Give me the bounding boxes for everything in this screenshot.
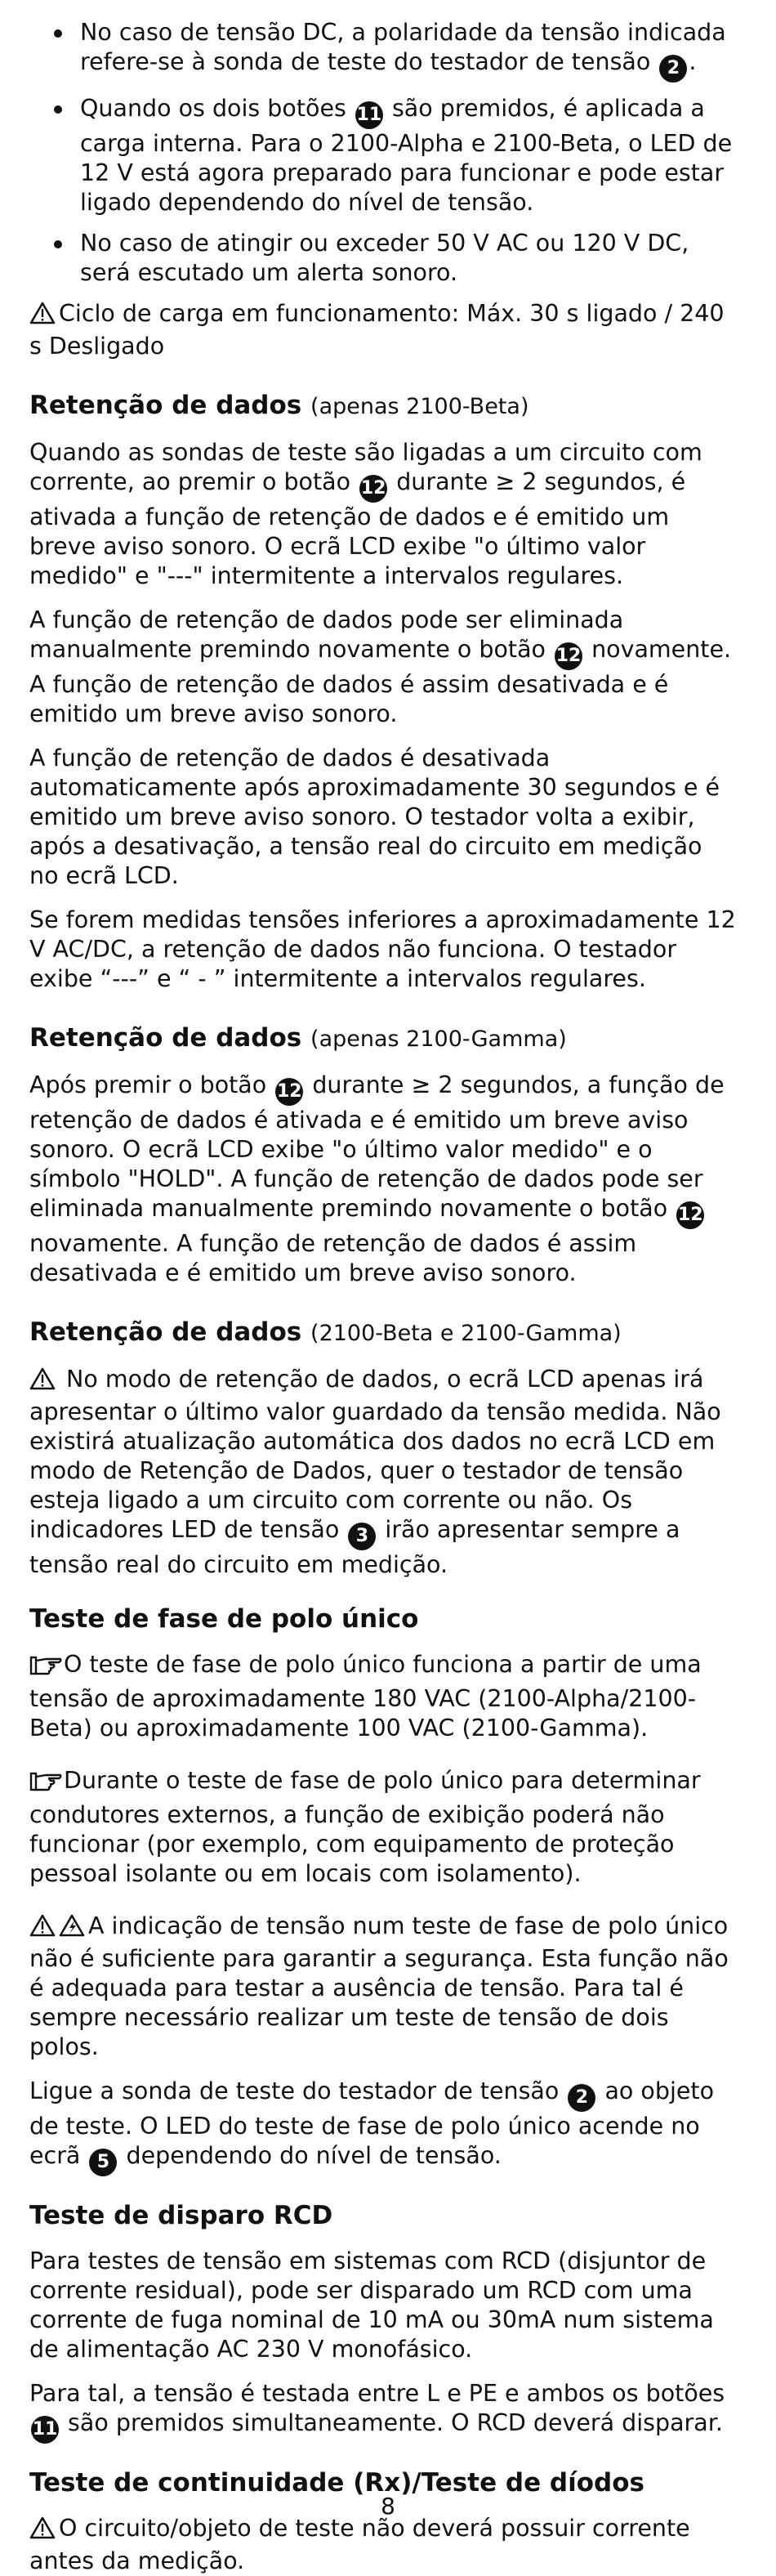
paragraph: Para tal, a tensão é testada entre L e PE e ambos os botões 11 são premidos simultaneamente. O RCD deverá disparar. [29,2379,737,2444]
duty-cycle-note: Ciclo de carga em funcionamento: Máx. 30 s ligado / 240 s Desligado [29,300,725,360]
section-heading-continuity: Teste de continuidade (Rx)/Teste de díodos [29,2468,644,2498]
section-heading-hold-beta: Retenção de dados (apenas 2100-Beta) [29,391,529,420]
bullet-list [29,18,737,288]
paragraph: Ligue a sonda de teste do testador de tensão 2 ao objeto de teste. O LED do teste de fase de polo único acende no ecrã 5 dependendo do nível de tensão. [29,2077,737,2176]
pointing-hand-icon [29,1654,62,1684]
callout-number: 11 [355,101,383,129]
list-item: No caso de atingir ou exceder 50 V AC ou 120 V DC, será escutado um alerta sonoro. [29,229,737,288]
section-heading-hold-gamma: Retenção de dados (apenas 2100-Gamma) [29,1023,567,1053]
section-heading-single-pole: Teste de fase de polo único [29,1604,419,1634]
warning-triangle-icon [59,1914,85,1944]
callout-number: 12 [676,1201,704,1229]
callout-number: 12 [555,642,582,670]
section-heading-hold-both: Retenção de dados (2100-Beta e 2100-Gamma) [29,1317,622,1347]
callout-number: 2 [659,55,687,83]
paragraph: Se forem medidas tensões inferiores a aproximadamente 12 V AC/DC, a retenção de dados não funciona. O testador exibe “---” e “ - ” intermitente a intervalos regulares. [29,906,736,992]
callout-number: 2 [568,2084,595,2112]
callout-number: 5 [89,2149,117,2176]
warning-triangle-icon [29,1914,56,1944]
manual-page [29,18,737,2576]
callout-number: 11 [31,2416,59,2444]
warning-triangle-icon [29,302,56,332]
paragraph: Quando as sondas de teste são ligadas a um circuito com corrente, ao premir o botão 12 durante ≥ 2 segundos, é ativada a função de retenção de dados e é emitido um breve aviso sonoro. O ecrã LCD exibe "o último valor medido" e "---" intermitente a intervalos regulares. [29,439,702,589]
paragraph: O circuito/objeto de teste não deverá possuir corrente antes da medição. [29,2515,690,2574]
paragraph: Para testes de tensão em sistemas com RCD (disjuntor de corrente residual), pode ser disparado um RCD com uma corrente de fuga nominal de 10 mA ou 30mA num sistema de alimentação AC 230 V monofásico. [29,2247,714,2363]
paragraph: A função de retenção de dados é desativada automaticamente após aproximadamente 30 segundos e é emitido um breve aviso sonoro. O testador volta a exibir, após a desativação, a tensão real do circuito em medição no ecrã LCD. [29,745,720,889]
callout-number: 12 [275,1078,303,1106]
paragraph: No modo de retenção de dados, o ecrã LCD apenas irá apresentar o último valor guardado da tensão medida. Não existirá atualização automática dos dados no ecrã LCD em modo de Retenção de Dados, quer o testador de tensão esteja ligado a um circuito com corrente ou não. Os indicadores LED de tensão 3 irão apresentar sempre a tensão real do circuito em medição. [29,1366,721,1578]
pointing-hand-icon [29,1770,62,1800]
warning-triangle-icon [29,2516,56,2547]
paragraph: Durante o teste de fase de polo único para determinar condutores externos, a função de exibição poderá não funcionar (por exemplo, com equipamento de proteção pessoal isolante ou em locais com isolamento). [29,1767,701,1887]
page-number: 8 [381,2493,395,2520]
paragraph: A indicação de tensão num teste de fase de polo único não é suficiente para garantir a segurança. Esta função não é adequada para testar a ausência de tensão. Para tal é sempre necessário realizar um teste de tensão de dois polos. [29,1912,729,2060]
paragraph: A função de retenção de dados pode ser eliminada manualmente premindo novamente o botão 12 novamente. A função de retenção de dados é assim desativada e é emitido um breve aviso sonoro. [29,606,732,727]
list-item: Quando os dois botões 11 são premidos, é aplicada a carga interna. Para o 2100-Alpha e 2100-Beta, o LED de 12 V está agora preparado para funcionar e pode estar ligado dependendo do nível de tensão. [29,94,737,217]
section-heading-rcd: Teste de disparo RCD [29,2201,333,2230]
warning-triangle-icon [29,1367,56,1398]
paragraph: O teste de fase de polo único funciona a partir de uma tensão de aproximadamente 180 VAC (2100-Alpha/2100-Beta) ou aproximadamente 100 VAC (2100-Gamma). [29,1651,702,1742]
paragraph: Após premir o botão 12 durante ≥ 2 segundos, a função de retenção de dados é ativada e é emitido um breve aviso sonoro. O ecrã LCD exibe "o último valor medido" e o símbolo "HOLD". A função de retenção de dados pode ser eliminada manualmente premindo novamente o botão 12 novamente. A função de retenção de dados é assim desativada e é emitido um breve aviso sonoro. [29,1071,725,1286]
callout-number: 12 [359,475,387,503]
callout-number: 3 [348,1523,376,1550]
list-item: No caso de tensão DC, a polaridade da tensão indicada refere-se à sonda de teste do testador de tensão 2 . [29,18,737,83]
